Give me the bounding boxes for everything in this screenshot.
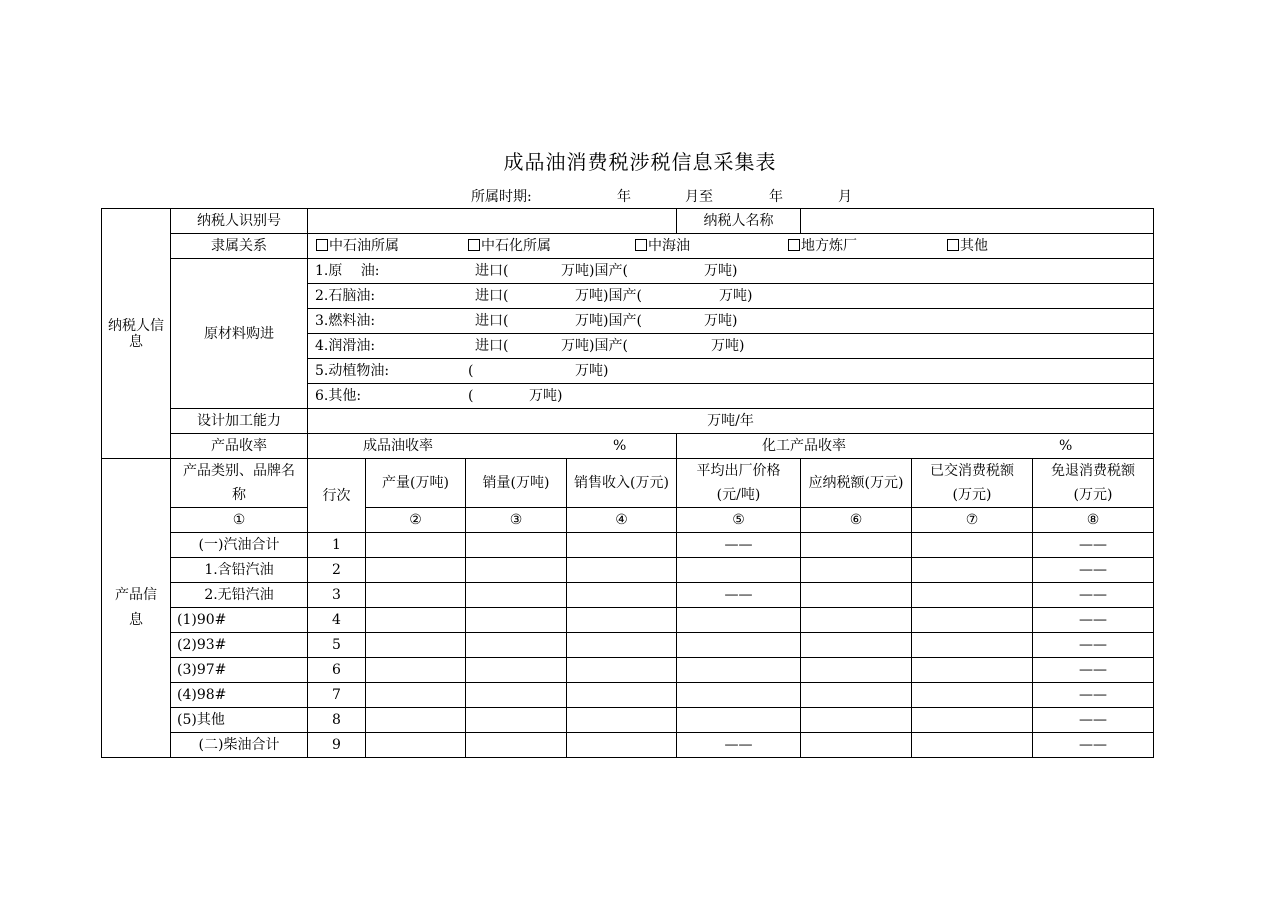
- affiliation-label: 隶属关系: [171, 234, 308, 259]
- avg-price-cell[interactable]: ——: [677, 583, 801, 608]
- import-open: 进口(: [475, 263, 509, 279]
- affiliation-options: [308, 234, 1154, 259]
- line-no: 7: [308, 683, 366, 708]
- sales-volume-cell[interactable]: [466, 583, 567, 608]
- line-no: 6: [308, 658, 366, 683]
- avg-price-cell[interactable]: ——: [677, 533, 801, 558]
- import-unit: 万吨)国产(: [575, 313, 642, 329]
- sales-revenue-cell[interactable]: [567, 708, 677, 733]
- raw-material-animal-veg-oil: [308, 359, 1154, 384]
- product-name: (二)柴油合计: [171, 733, 308, 758]
- tax-paid-cell[interactable]: [912, 633, 1033, 658]
- avg-price-cell[interactable]: [677, 633, 801, 658]
- sales-revenue-cell[interactable]: [567, 558, 677, 583]
- output-cell[interactable]: [366, 533, 466, 558]
- period-month-to: 月至: [685, 189, 713, 205]
- avg-price-cell[interactable]: [677, 683, 801, 708]
- amount-open: (: [468, 363, 474, 379]
- sales-revenue-cell[interactable]: [567, 533, 677, 558]
- period-line: [0, 186, 1280, 206]
- raw-material-label: 原材料购进: [171, 259, 308, 409]
- affiliation-option-other[interactable]: 其他: [947, 238, 988, 254]
- col-number: ③: [466, 508, 567, 533]
- chem-yield-unit: %: [1059, 438, 1073, 454]
- period-label: 所属时期:: [471, 189, 532, 205]
- tax-payable-cell[interactable]: [801, 733, 912, 758]
- sales-volume-cell[interactable]: [466, 683, 567, 708]
- domestic-unit: 万吨): [711, 338, 745, 354]
- import-unit: 万吨)国产(: [575, 288, 642, 304]
- output-cell[interactable]: [366, 583, 466, 608]
- sales-volume-cell[interactable]: [466, 633, 567, 658]
- sales-revenue-cell[interactable]: [567, 583, 677, 608]
- tax-payable-cell[interactable]: [801, 708, 912, 733]
- output-cell[interactable]: [366, 633, 466, 658]
- capacity-label: 设计加工能力: [171, 409, 308, 434]
- column-number-row: [102, 508, 1154, 533]
- import-open: 进口(: [475, 288, 509, 304]
- tax-payable-cell[interactable]: [801, 608, 912, 633]
- yield-label: 产品收率: [171, 434, 308, 459]
- tax-paid-cell[interactable]: [912, 683, 1033, 708]
- header-category: 产品类别、品牌名称: [171, 459, 308, 508]
- product-name: (3)97#: [171, 658, 308, 683]
- raw-material-row: [102, 259, 1154, 284]
- product-name: 1.含铅汽油: [171, 558, 308, 583]
- oil-yield-unit: %: [613, 438, 627, 454]
- header-line-no: 行次: [308, 459, 366, 533]
- col-number: ⑤: [677, 508, 801, 533]
- product-name: 2.无铅汽油: [171, 583, 308, 608]
- product-row: [102, 583, 1154, 608]
- line-no: 8: [308, 708, 366, 733]
- taxpayer-section-label: 纳税人信息: [102, 209, 171, 459]
- product-row: [102, 608, 1154, 633]
- tax-paid-cell[interactable]: [912, 583, 1033, 608]
- tax-exempt-cell[interactable]: ——: [1033, 658, 1154, 683]
- header-avg-price: 平均出厂价格(元/吨): [677, 459, 801, 508]
- avg-price-cell[interactable]: [677, 558, 801, 583]
- line-no: 4: [308, 608, 366, 633]
- amount-unit: 万吨): [575, 363, 609, 379]
- affiliation-option-cnpc[interactable]: 中石油所属: [316, 238, 399, 254]
- sales-revenue-cell[interactable]: [567, 733, 677, 758]
- output-cell[interactable]: [366, 558, 466, 583]
- import-unit: 万吨)国产(: [561, 263, 628, 279]
- tax-paid-cell[interactable]: [912, 708, 1033, 733]
- product-name: (4)98#: [171, 683, 308, 708]
- sales-revenue-cell[interactable]: [567, 608, 677, 633]
- chem-yield-field[interactable]: [677, 434, 1154, 459]
- tax-exempt-cell[interactable]: ——: [1033, 583, 1154, 608]
- col-number: ⑥: [801, 508, 912, 533]
- capacity-field[interactable]: 万吨/年: [308, 409, 1154, 434]
- tax-payable-cell[interactable]: [801, 633, 912, 658]
- col-number: ④: [567, 508, 677, 533]
- capacity-row: [102, 409, 1154, 434]
- header-tax-exempt: 免退消费税额(万元): [1033, 459, 1154, 508]
- line-no: 9: [308, 733, 366, 758]
- affiliation-option-sinopec[interactable]: 中石化所属: [468, 238, 551, 254]
- tax-paid-cell[interactable]: [912, 733, 1033, 758]
- tax-paid-cell[interactable]: [912, 533, 1033, 558]
- header-tax-paid: 已交消费税额(万元): [912, 459, 1033, 508]
- raw-material-name: 4.润滑油:: [315, 338, 376, 354]
- period-year-start: 年: [617, 189, 631, 205]
- tax-exempt-cell[interactable]: ——: [1033, 633, 1154, 658]
- oil-yield-label: 成品油收率: [363, 438, 433, 454]
- tax-exempt-cell[interactable]: ——: [1033, 608, 1154, 633]
- raw-material-crude: [308, 259, 1154, 284]
- period-month-end: 月: [838, 189, 852, 205]
- taxpayer-name-label: 纳税人名称: [677, 209, 801, 234]
- raw-material-naphtha: [308, 284, 1154, 309]
- header-tax-payable: 应纳税额(万元): [801, 459, 912, 508]
- tax-payable-cell[interactable]: [801, 558, 912, 583]
- chem-yield-label: 化工产品收率: [762, 438, 846, 454]
- domestic-unit: 万吨): [719, 288, 753, 304]
- product-section-label: 产品信息: [102, 459, 171, 758]
- sales-volume-cell[interactable]: [466, 658, 567, 683]
- sales-revenue-cell[interactable]: [567, 658, 677, 683]
- tax-payable-cell[interactable]: [801, 533, 912, 558]
- product-name: (1)90#: [171, 608, 308, 633]
- product-row: [102, 658, 1154, 683]
- sales-volume-cell[interactable]: [466, 708, 567, 733]
- product-name: (5)其他: [171, 708, 308, 733]
- sales-volume-cell[interactable]: [466, 558, 567, 583]
- tax-paid-cell[interactable]: [912, 558, 1033, 583]
- output-cell[interactable]: [366, 733, 466, 758]
- header-sales-volume: 销量(万吨): [466, 459, 567, 508]
- sales-revenue-cell[interactable]: [567, 633, 677, 658]
- product-row: [102, 683, 1154, 708]
- raw-material-name: 6.其他:: [315, 388, 362, 404]
- taxpayer-id-row: [102, 209, 1154, 234]
- affiliation-option-local[interactable]: 地方炼厂: [788, 238, 857, 254]
- output-cell[interactable]: [366, 658, 466, 683]
- domestic-unit: 万吨): [704, 263, 738, 279]
- amount-unit: 万吨): [529, 388, 563, 404]
- header-output: 产量(万吨): [366, 459, 466, 508]
- avg-price-cell[interactable]: ——: [677, 733, 801, 758]
- tax-exempt-cell[interactable]: ——: [1033, 558, 1154, 583]
- tax-payable-cell[interactable]: [801, 583, 912, 608]
- product-row: [102, 633, 1154, 658]
- line-no: 1: [308, 533, 366, 558]
- product-header-row: [102, 459, 1154, 508]
- output-cell[interactable]: [366, 608, 466, 633]
- import-unit: 万吨)国产(: [561, 338, 628, 354]
- tax-paid-cell[interactable]: [912, 608, 1033, 633]
- amount-open: (: [468, 388, 474, 404]
- period-year-end: 年: [769, 189, 783, 205]
- sales-revenue-cell[interactable]: [567, 683, 677, 708]
- product-row: [102, 708, 1154, 733]
- info-collection-table: [101, 208, 1154, 758]
- avg-price-cell[interactable]: [677, 658, 801, 683]
- oil-yield-field[interactable]: [308, 434, 677, 459]
- col-number: ⑦: [912, 508, 1033, 533]
- raw-material-fuel-oil: [308, 309, 1154, 334]
- tax-exempt-cell[interactable]: ——: [1033, 533, 1154, 558]
- tax-exempt-cell[interactable]: ——: [1033, 733, 1154, 758]
- raw-material-lubricant: [308, 334, 1154, 359]
- raw-material-other: [308, 384, 1154, 409]
- affiliation-option-cnooc[interactable]: 中海油: [635, 238, 690, 254]
- product-row: [102, 733, 1154, 758]
- avg-price-cell[interactable]: [677, 708, 801, 733]
- sales-volume-cell[interactable]: [466, 733, 567, 758]
- product-row: [102, 558, 1154, 583]
- avg-price-cell[interactable]: [677, 608, 801, 633]
- col-number: ⑧: [1033, 508, 1154, 533]
- line-no: 2: [308, 558, 366, 583]
- col-number: ②: [366, 508, 466, 533]
- yield-row: [102, 434, 1154, 459]
- sales-volume-cell[interactable]: [466, 608, 567, 633]
- tax-paid-cell[interactable]: [912, 658, 1033, 683]
- product-row: [102, 533, 1154, 558]
- taxpayer-id-field[interactable]: [308, 209, 677, 234]
- import-open: 进口(: [475, 313, 509, 329]
- line-no: 3: [308, 583, 366, 608]
- output-cell[interactable]: [366, 708, 466, 733]
- taxpayer-name-field[interactable]: [801, 209, 1154, 234]
- taxpayer-id-label: 纳税人识别号: [171, 209, 308, 234]
- raw-material-name: 5.动植物油:: [315, 363, 390, 379]
- form-title: 成品油消费税涉税信息采集表: [503, 150, 777, 174]
- sales-volume-cell[interactable]: [466, 533, 567, 558]
- raw-material-name: 2.石脑油:: [315, 288, 376, 304]
- header-sales-revenue: 销售收入(万元): [567, 459, 677, 508]
- raw-material-name: 3.燃料油:: [315, 313, 376, 329]
- col-number: ①: [171, 508, 308, 533]
- domestic-unit: 万吨): [704, 313, 738, 329]
- tax-payable-cell[interactable]: [801, 658, 912, 683]
- tax-exempt-cell[interactable]: ——: [1033, 708, 1154, 733]
- tax-exempt-cell[interactable]: ——: [1033, 683, 1154, 708]
- affiliation-row: [102, 234, 1154, 259]
- raw-material-name: 1.原 油:: [315, 263, 380, 279]
- product-name: (一)汽油合计: [171, 533, 308, 558]
- line-no: 5: [308, 633, 366, 658]
- tax-payable-cell[interactable]: [801, 683, 912, 708]
- product-name: (2)93#: [171, 633, 308, 658]
- import-open: 进口(: [475, 338, 509, 354]
- output-cell[interactable]: [366, 683, 466, 708]
